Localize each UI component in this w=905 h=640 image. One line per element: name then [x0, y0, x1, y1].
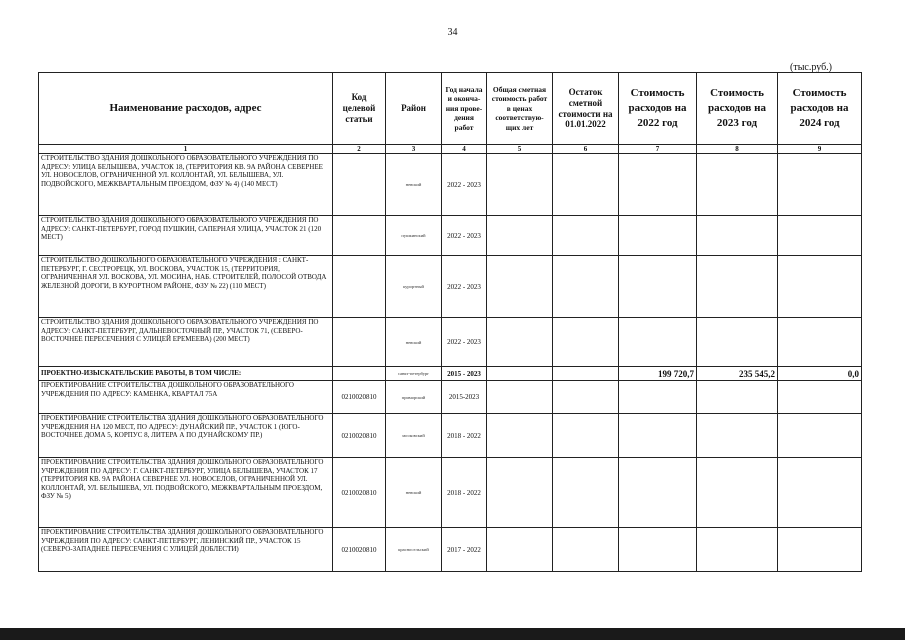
row-code: 0210020810 — [333, 528, 386, 572]
row-cost-2024 — [778, 414, 862, 458]
row-cost-2024 — [778, 318, 862, 367]
row-years: 2022 - 2023 — [442, 318, 487, 367]
row-district: курортный — [386, 256, 442, 318]
table-row — [39, 414, 862, 458]
row-cost-2024 — [778, 458, 862, 528]
header-cost-2024: Стоимость расходов на 2024 год — [778, 73, 862, 145]
row-remainder — [553, 414, 619, 458]
row-remainder — [553, 367, 619, 381]
row-code — [333, 318, 386, 367]
row-cost-2022 — [619, 318, 697, 367]
row-cost-2023 — [697, 414, 778, 458]
row-district: московский — [386, 414, 442, 458]
row-cost-2024: 0,0 — [778, 367, 862, 381]
row-name: ПРОЕКТИРОВАНИЕ СТРОИТЕЛЬСТВА ДОШКОЛЬНОГО ОБРАЗОВАТЕЛЬНОГО УЧРЕЖДЕНИЯ ПО АДРЕСУ: КАМЕНКА, КВАРТАЛ 75А — [39, 381, 333, 414]
row-cost-2024 — [778, 216, 862, 256]
column-number: 8 — [697, 145, 778, 154]
row-district: пушкинский — [386, 216, 442, 256]
row-code — [333, 154, 386, 216]
row-name: СТРОИТЕЛЬСТВО ЗДАНИЯ ДОШКОЛЬНОГО ОБРАЗОВАТЕЛЬНОГО УЧРЕЖДЕНИЯ ПО АДРЕСУ: САНКТ-ПЕТЕРБУРГ, ГОРОД ПУШКИН, САПЕРНАЯ УЛИЦА, УЧАСТОК 21 (120 МЕСТ) — [39, 216, 333, 256]
row-cost-2022 — [619, 458, 697, 528]
row-total-cost — [487, 381, 553, 414]
row-total-cost — [487, 318, 553, 367]
table-row — [39, 528, 862, 572]
row-name: ПРОЕКТИРОВАНИЕ СТРОИТЕЛЬСТВА ЗДАНИЯ ДОШКОЛЬНОГО ОБРАЗОВАТЕЛЬНОГО УЧРЕЖДЕНИЯ НА 120 МЕСТ, ПО АДРЕСУ: ДУНАЙСКИЙ ПР., УЧАСТОК 1 (ЮГО-ВОСТОЧНЕЕ ДОМА 5, КОРПУС 8, ЛИТЕРА А ПО ДУНАЙСКОМУ ПР.) — [39, 414, 333, 458]
column-number: 9 — [778, 145, 862, 154]
table-row — [39, 458, 862, 528]
row-cost-2024 — [778, 381, 862, 414]
row-years: 2022 - 2023 — [442, 256, 487, 318]
row-cost-2023 — [697, 154, 778, 216]
row-code: 0210020810 — [333, 414, 386, 458]
header-code: Код целевой статьи — [333, 73, 386, 145]
header-cost-2023: Стоимость расходов на 2023 год — [697, 73, 778, 145]
row-total-cost — [487, 458, 553, 528]
column-number: 3 — [386, 145, 442, 154]
row-name: ПРОЕКТИРОВАНИЕ СТРОИТЕЛЬСТВА ЗДАНИЯ ДОШКОЛЬНОГО ОБРАЗОВАТЕЛЬНОГО УЧРЕЖДЕНИЯ ПО АДРЕСУ: Г. САНКТ-ПЕТЕРБУРГ, УЛИЦА БЕЛЫШЕВА, УЧАСТОК 17 (ТЕРРИТОРИЯ КВ. 9А РАЙОНА СЕВЕРНЕЕ УЛ. НОВОСЕЛОВ, ОГРАНИЧЕННОЙ УЛ. КОЛЛОНТАЙ, УЛ. БЕЛЫШЕВА, УЛ. ПОДВОЙСКОГО, МЕЖКВАРТАЛЬНЫМ ПРОЕЗДОМ, ФЗУ № 5) — [39, 458, 333, 528]
row-cost-2022 — [619, 154, 697, 216]
column-number: 7 — [619, 145, 697, 154]
row-cost-2023 — [697, 381, 778, 414]
row-name: ПРОЕКТИРОВАНИЕ СТРОИТЕЛЬСТВА ЗДАНИЯ ДОШКОЛЬНОГО ОБРАЗОВАТЕЛЬНОГО УЧРЕЖДЕНИЯ ПО АДРЕСУ: САНКТ-ПЕТЕРБУРГ, ЛЕНИНСКИЙ ПР., УЧАСТОК 15 (СЕВЕРО-ЗАПАДНЕЕ ПЕРЕСЕЧЕНИЯ С УЛИЦЕЙ ДОБЛЕСТИ) — [39, 528, 333, 572]
row-cost-2023 — [697, 216, 778, 256]
row-years: 2015-2023 — [442, 381, 487, 414]
row-years: 2015 - 2023 — [442, 367, 487, 381]
header-district: Район — [386, 73, 442, 145]
row-years: 2018 - 2022 — [442, 414, 487, 458]
row-district: приморский — [386, 381, 442, 414]
column-number: 6 — [553, 145, 619, 154]
row-cost-2023 — [697, 528, 778, 572]
row-name: СТРОИТЕЛЬСТВО ДОШКОЛЬНОГО ОБРАЗОВАТЕЛЬНОГО УЧРЕЖДЕНИЯ : САНКТ-ПЕТЕРБУРГ, Г. СЕСТРОРЕЦК, УЛ. ВОСКОВА, УЧАСТОК 15, (ТЕРРИТОРИЯ, ОГРАНИЧЕННАЯ УЛ. ВОСКОВА, УЛ. МОСИНА, НАБ. СТРОИТЕЛЕЙ, ПОЛОСОЙ ОТВОДА ЖЕЛЕЗНОЙ ДОРОГИ, В КУРОРТНОМ РАЙОНЕ, ФЗУ № 22) (110 МЕСТ) — [39, 256, 333, 318]
header-total-cost: Общая сметная стоимость работ в ценах соответствую-щих лет — [487, 73, 553, 145]
row-years: 2022 - 2023 — [442, 154, 487, 216]
column-number: 5 — [487, 145, 553, 154]
row-years: 2018 - 2022 — [442, 458, 487, 528]
row-name: СТРОИТЕЛЬСТВО ЗДАНИЯ ДОШКОЛЬНОГО ОБРАЗОВАТЕЛЬНОГО УЧРЕЖДЕНИЯ ПО АДРЕСУ: УЛИЦА БЕЛЫШЕВА, УЧАСТОК 18, (ТЕРРИТОРИЯ КВ. 9А РАЙОНА СЕВЕРНЕЕ УЛ. НОВОСЕЛОВ, ОГРАНИЧЕННОЙ УЛ. КОЛЛОНТАЙ, УЛ. БЕЛЫШЕВА, УЛ. ПОДВОЙСКОГО, МЕЖКВАРТАЛЬНЫМ ПРОЕЗДОМ, ФЗУ № 4) (140 МЕСТ) — [39, 154, 333, 216]
row-code — [333, 256, 386, 318]
row-code — [333, 367, 386, 381]
row-remainder — [553, 216, 619, 256]
column-number: 4 — [442, 145, 487, 154]
row-district: красносельский — [386, 528, 442, 572]
row-cost-2022 — [619, 216, 697, 256]
row-cost-2022: 199 720,7 — [619, 367, 697, 381]
row-cost-2023: 235 545,2 — [697, 367, 778, 381]
row-cost-2022 — [619, 528, 697, 572]
row-district: невский — [386, 154, 442, 216]
row-remainder — [553, 154, 619, 216]
row-district: санкт-петербург — [386, 367, 442, 381]
row-cost-2022 — [619, 256, 697, 318]
row-code: 0210020810 — [333, 381, 386, 414]
row-total-cost — [487, 414, 553, 458]
row-code: 0210020810 — [333, 458, 386, 528]
row-years: 2017 - 2022 — [442, 528, 487, 572]
row-code — [333, 216, 386, 256]
row-remainder — [553, 528, 619, 572]
table-row — [39, 256, 862, 318]
row-remainder — [553, 458, 619, 528]
header-cost-2022: Стоимость расходов на 2022 год — [619, 73, 697, 145]
row-cost-2024 — [778, 154, 862, 216]
row-district: невский — [386, 458, 442, 528]
row-cost-2022 — [619, 414, 697, 458]
column-number: 1 — [39, 145, 333, 154]
row-cost-2023 — [697, 458, 778, 528]
table-row — [39, 216, 862, 256]
row-years: 2022 - 2023 — [442, 216, 487, 256]
header-name: Наименование расходов, адрес — [39, 73, 333, 145]
column-number-row — [39, 145, 862, 154]
page-bottom-edge — [0, 628, 905, 640]
table-section-row — [39, 367, 862, 381]
row-remainder — [553, 318, 619, 367]
row-total-cost — [487, 256, 553, 318]
row-total-cost — [487, 367, 553, 381]
budget-table — [38, 72, 862, 572]
table-row — [39, 318, 862, 367]
row-remainder — [553, 381, 619, 414]
row-cost-2023 — [697, 318, 778, 367]
row-name: ПРОЕКТНО-ИЗЫСКАТЕЛЬСКИЕ РАБОТЫ, В ТОМ ЧИСЛЕ: — [39, 367, 333, 381]
table-row — [39, 154, 862, 216]
row-district: невский — [386, 318, 442, 367]
row-cost-2023 — [697, 256, 778, 318]
row-name: СТРОИТЕЛЬСТВО ЗДАНИЯ ДОШКОЛЬНОГО ОБРАЗОВАТЕЛЬНОГО УЧРЕЖДЕНИЯ ПО АДРЕСУ: САНКТ-ПЕТЕРБУРГ, ДАЛЬНЕВОСТОЧНЫЙ ПР., УЧАСТОК 71, (СЕВЕРО-ВОСТОЧНЕЕ ПЕРЕСЕЧЕНИЯ С УЛИЦЕЙ ЕРЕМЕЕВА) (200 МЕСТ) — [39, 318, 333, 367]
table-row — [39, 381, 862, 414]
header-remainder: Остаток сметной стоимости на 01.01.2022 — [553, 73, 619, 145]
row-total-cost — [487, 528, 553, 572]
row-remainder — [553, 256, 619, 318]
units-label: (тыс.руб.) — [790, 62, 833, 73]
row-cost-2024 — [778, 256, 862, 318]
column-number: 2 — [333, 145, 386, 154]
page-number: 34 — [447, 27, 458, 38]
row-cost-2022 — [619, 381, 697, 414]
row-total-cost — [487, 216, 553, 256]
row-cost-2024 — [778, 528, 862, 572]
header-years: Год начала и оконча-ния прове-дения работ — [442, 73, 487, 145]
row-total-cost — [487, 154, 553, 216]
